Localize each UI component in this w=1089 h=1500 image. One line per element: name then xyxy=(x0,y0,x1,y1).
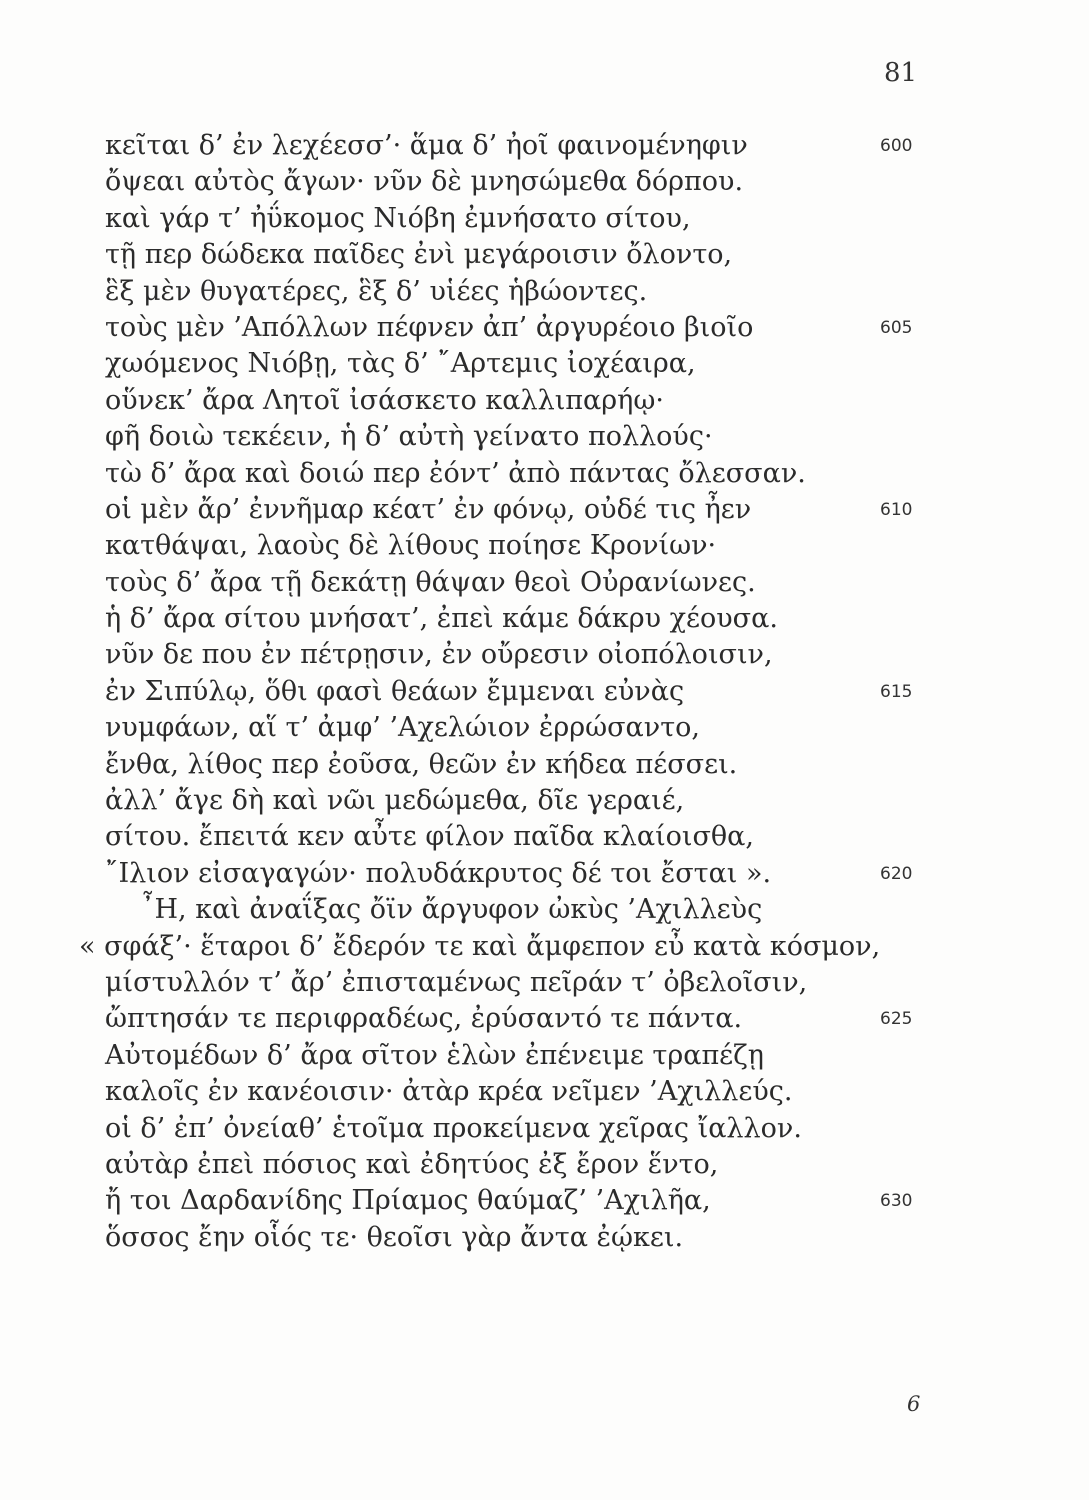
verse-line xyxy=(105,1220,1065,1256)
verse-number: 625 xyxy=(880,1009,913,1030)
verse-text: ἔνθα, λίθος περ ἐοῦσα, θεῶν ἐν κήδεα πέσσει. xyxy=(105,748,738,780)
verse-line xyxy=(105,1111,1065,1147)
verse-text: φῆ δοιὼ τεκέειν, ἡ δ’ αὐτὴ γείνατο πολλούς· xyxy=(105,421,713,453)
verse-line xyxy=(105,637,1065,673)
verse-line xyxy=(105,164,1065,200)
verse-text: Αὐτομέδων δ’ ἄρα σῖτον ἑλὼν ἐπένειμε τραπέζῃ xyxy=(105,1039,764,1071)
verse-text: τοὺς δ’ ἄρα τῇ δεκάτῃ θάψαν θεοὶ Οὐρανίωνες. xyxy=(105,566,756,598)
verse-number: 620 xyxy=(880,863,913,884)
verse-line xyxy=(105,892,1065,928)
verse-block xyxy=(79,128,1065,1256)
verse-text: οὕνεκ’ ἄρα Λητοῖ ἰσάσκετο καλλιπαρήῳ· xyxy=(105,384,664,416)
verse-number: 605 xyxy=(880,317,913,338)
verse-line xyxy=(105,601,1065,637)
verse-text: ῎Ιλιον εἰσαγαγών· πολυδάκρυτος δέ τοι ἔσται ». xyxy=(105,857,772,889)
verse-text: σίτου. ἔπειτά κεν αὖτε φίλον παῖδα κλαίοισθα, xyxy=(105,821,755,853)
verse-text: οἱ μὲν ἄρ’ ἐννῆμαρ κέατ’ ἐν φόνῳ, οὐδέ τις ἦεν xyxy=(105,493,752,525)
verse-line xyxy=(105,1074,1065,1110)
verse-text: ἐν Σιπύλῳ, ὅθι φασὶ θεάων ἔμμεναι εὐνὰς xyxy=(105,675,685,707)
page-number: 81 xyxy=(884,58,918,88)
verse-number: 600 xyxy=(880,136,913,156)
verse-line xyxy=(105,456,1065,492)
verse-text: ἓξ μὲν θυγατέρες, ἓξ δ’ υἱέες ἡβώοντες. xyxy=(105,275,648,307)
verse-line xyxy=(105,747,1065,783)
verse-line xyxy=(105,965,1065,1001)
signature-mark: 6 xyxy=(907,1392,921,1416)
verse-text: νυμφάων, αἵ τ’ ἀμφ’ ’Αχελώιον ἐρρώσαντο, xyxy=(105,712,700,744)
verse-text: ὤπτησάν τε περιφραδέως, ἐρύσαντό τε πάντα. xyxy=(105,1003,743,1035)
verse-text: ἡ δ’ ἄρα σίτου μνήσατ’, ἐπεὶ κάμε δάκρυ χέουσα. xyxy=(105,603,778,635)
verse-line xyxy=(105,492,1065,528)
verse-line xyxy=(105,346,1065,382)
verse-line xyxy=(105,819,1065,855)
verse-line xyxy=(105,310,1065,346)
verse-line xyxy=(105,1001,1065,1037)
verse-line xyxy=(105,783,1065,819)
verse-text: αὐτὰρ ἐπεὶ πόσιος καὶ ἐδητύος ἐξ ἔρον ἕντο, xyxy=(105,1148,719,1180)
verse-text: τὼ δ’ ἄρα καὶ δοιώ περ ἐόντ’ ἀπὸ πάντας ὄλεσσαν. xyxy=(105,457,806,489)
verse-text: νῦν δε που ἐν πέτρῃσιν, ἐν οὔρεσιν οἰοπόλοισιν, xyxy=(105,639,773,671)
verse-line xyxy=(105,201,1065,237)
verse-line xyxy=(105,565,1065,601)
verse-text: ἤ τοι Δαρδανίδης Πρίαμος θαύμαζ’ ’Αχιλῆα, xyxy=(105,1185,711,1217)
verse-line xyxy=(105,128,1065,164)
verse-line xyxy=(105,1147,1065,1183)
verse-line xyxy=(105,1183,1065,1219)
verse-text: ὄψεαι αὐτὸς ἄγων· νῦν δὲ μνησώμεθα δόρπου. xyxy=(105,166,744,198)
verse-line xyxy=(105,419,1065,455)
verse-number: 615 xyxy=(880,681,913,702)
verse-line xyxy=(105,674,1065,710)
verse-text: τῇ περ δώδεκα παῖδες ἐνὶ μεγάροισιν ὄλοντο, xyxy=(105,239,733,271)
verse-line xyxy=(105,710,1065,746)
verse-text: κεῖται δ’ ἐν λεχέεσσ’· ἅμα δ’ ἠοῖ φαινομένηφιν xyxy=(105,130,748,161)
verse-line xyxy=(105,274,1065,310)
verse-text: ῏Η, καὶ ἀναΐξας ὄϊν ἄργυφον ὠκὺς ’Αχιλλεὺς xyxy=(141,894,763,926)
verse-text: ἀλλ’ ἄγε δὴ καὶ νῶι μεδώμεθα, δῖε γεραιέ, xyxy=(105,785,685,817)
verse-line xyxy=(105,237,1065,273)
verse-text: χωόμενος Νιόβῃ, τὰς δ’ ῎Αρτεμις ἰοχέαιρα, xyxy=(105,348,696,380)
verse-text: κατθάψαι, λαοὺς δὲ λίθους ποίησε Κρονίων· xyxy=(105,530,717,562)
verse-text: καλοῖς ἐν κανέοισιν· ἀτὰρ κρέα νεῖμεν ’Αχιλλεύς. xyxy=(105,1076,793,1108)
verse-line xyxy=(79,929,1065,965)
verse-text: καὶ γάρ τ’ ἠΰκομος Νιόβη ἐμνήσατο σίτου, xyxy=(105,202,691,234)
verse-number: 630 xyxy=(880,1191,913,1212)
verse-text: μίστυλλόν τ’ ἄρ’ ἐπισταμένως πεῖράν τ’ ὀβελοῖσιν, xyxy=(105,966,808,998)
verse-line xyxy=(105,528,1065,564)
verse-text: « σφάξ’· ἕταροι δ’ ἔδερόν τε καὶ ἄμφεπον εὖ κατὰ κόσμον, xyxy=(79,930,881,962)
verse-line xyxy=(105,1038,1065,1074)
verse-text: τοὺς μὲν ’Απόλλων πέφνεν ἀπ’ ἀργυρέοιο βιοῖο xyxy=(105,311,754,343)
verse-line xyxy=(105,856,1065,892)
verse-text: οἱ δ’ ἐπ’ ὀνείαθ’ ἑτοῖμα προκείμενα χεῖρας ἴαλλον. xyxy=(105,1112,802,1144)
verse-number: 610 xyxy=(880,499,913,520)
verse-text: ὅσσος ἔην οἷός τε· θεοῖσι γὰρ ἄντα ἐῴκει. xyxy=(105,1221,684,1253)
verse-line xyxy=(105,383,1065,419)
